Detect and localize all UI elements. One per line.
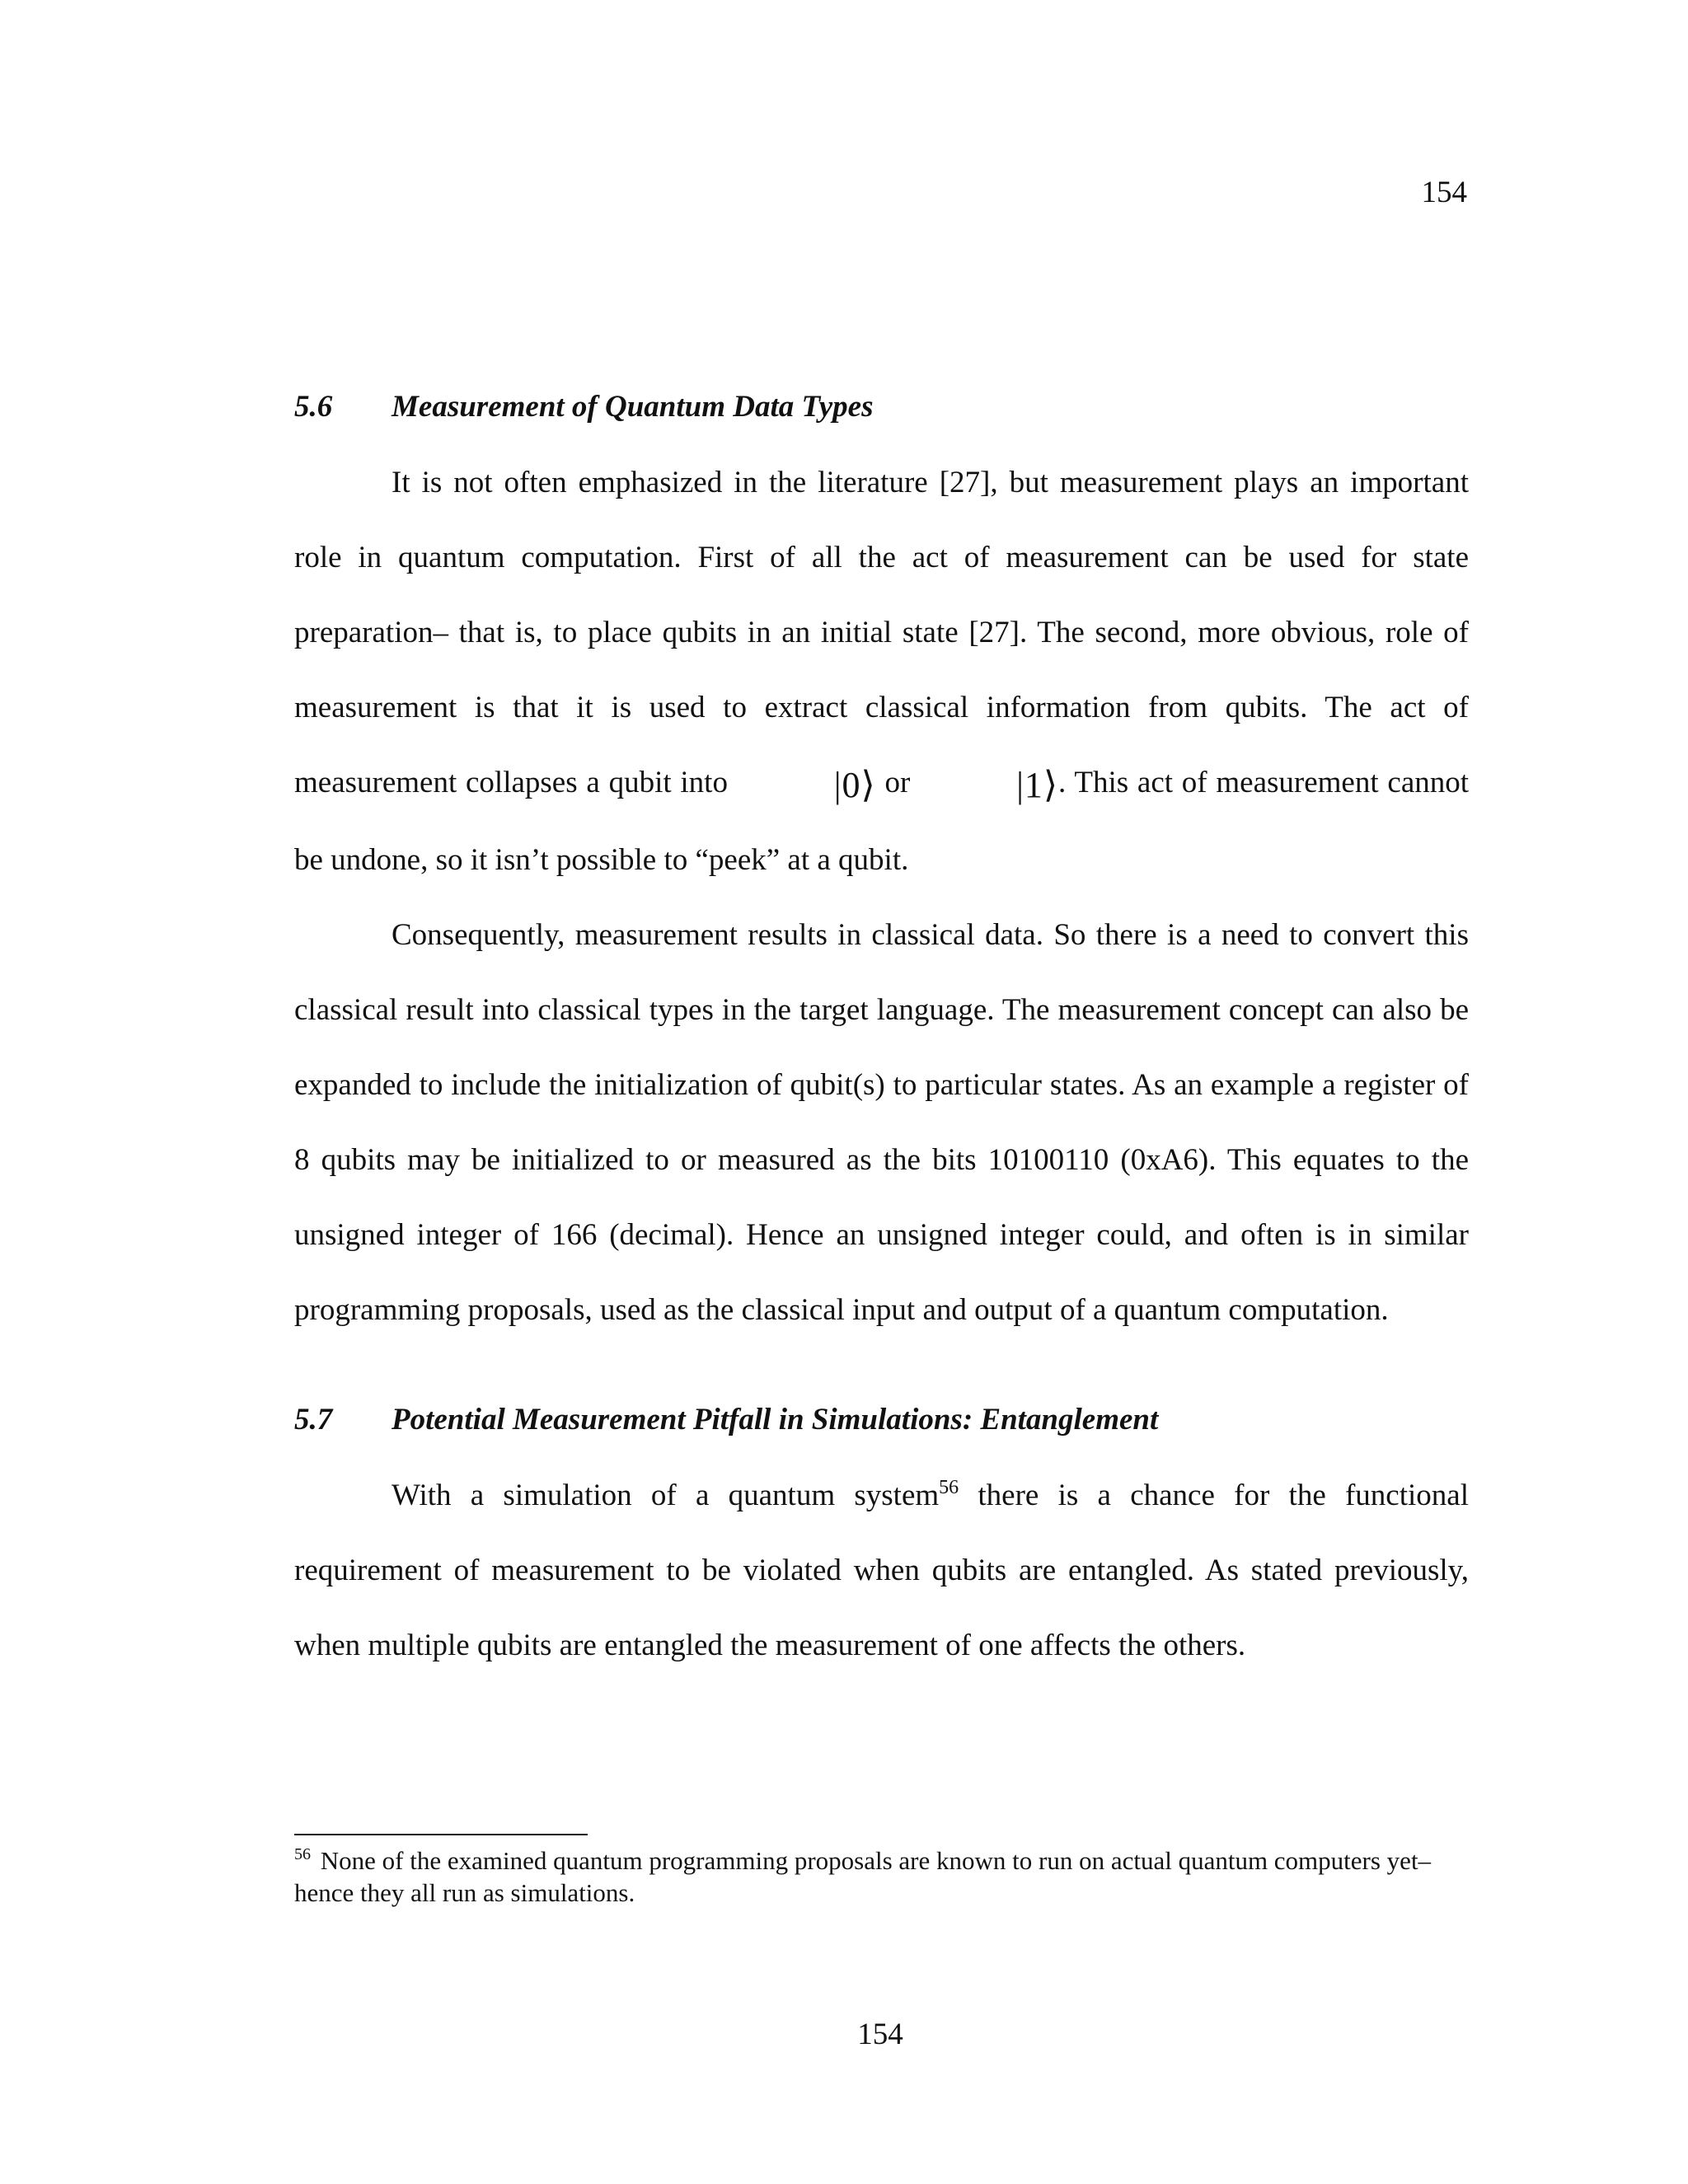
section-number: 5.7 [294, 1403, 333, 1436]
ket-one: |1⟩ [1016, 765, 1059, 805]
section-heading-5-6 [294, 387, 1469, 427]
page-body [294, 387, 1469, 1683]
paragraph-text: With a simulation of a quantum system [392, 1479, 940, 1512]
section-number: 5.6 [294, 390, 333, 424]
footnote-marker: 56 [294, 1845, 311, 1863]
section-heading-5-7 [294, 1400, 1469, 1440]
page-number-bottom: 154 [857, 2018, 903, 2051]
section-title: Potential Measurement Pitfall in Simulations: Entanglement [392, 1403, 1159, 1436]
paragraph-entanglement-pitfall [294, 1458, 1469, 1683]
ket-zero: |0⟩ [833, 765, 876, 805]
footnote-reference[interactable]: 56 [939, 1477, 959, 1498]
page-number-top: 154 [1421, 176, 1467, 209]
section-title: Measurement of Quantum Data Types [392, 390, 874, 424]
footnote-text: None of the examined quantum programming proposals are known to run on actual quantum computers yet– hence they all run as simulations. [294, 1846, 1432, 1907]
paragraph-text-continued: . This act of measurement cannot be undone, so it isn’t possible to “peek” at a qubit. [294, 766, 1470, 877]
footnote-56 [294, 1844, 1469, 1909]
paragraph-classical-data: Consequently, measurement results in classical data. So there is a need to convert this classical result into classical types in the target language. The measurement concept can also be expanded to include the initialization of qubit(s) to particular states. As an example a register of 8 qubits may be initialized to or measured as the bits 10100110 (0xA6). This equates to the unsigned integer of 166 (decimal). Hence an unsigned integer could, and often is in similar programming proposals, used as the classical input and output of a quantum computation. [294, 918, 1469, 1327]
paragraph-text-continued: there is a chance for the functional requirement of measurement to be violated when qubits are entangled. As stated previously, when multiple qubits are entangled the measurement of one affects the others. [294, 1479, 1469, 1662]
paragraph-measurement-role [294, 445, 1469, 898]
paragraph-text: It is not often emphasized in the literature [27], but measurement plays an important role in quantum computation. First of all the act of measurement can be used for state preparation– that is, to place qubits in an initial state [27]. The second, more obvious, role of measurement is that it is used to extract classical information from qubits. The act of measurement collapses a qubit into [294, 466, 1469, 799]
or-word: or [884, 766, 911, 799]
footnote-divider [294, 1834, 588, 1835]
